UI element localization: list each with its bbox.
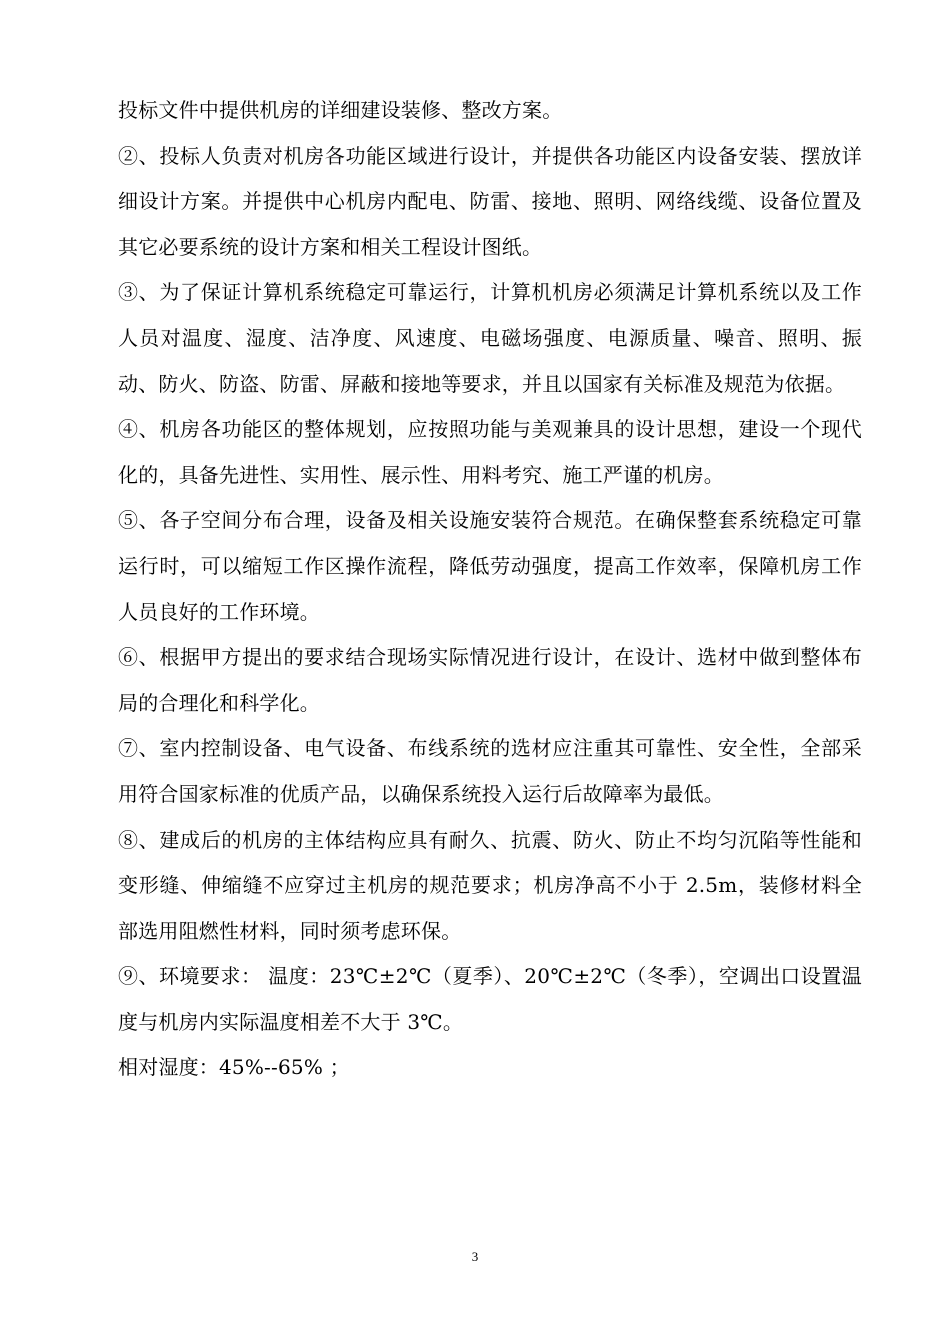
- body-text: [118, 88, 862, 1091]
- paragraph-item-4: ④、机房各功能区的整体规划，应按照功能与美观兼具的设计思想，建设一个现代化的，具备先进性、实用性、展示性、用料考究、施工严谨的机房。: [118, 417, 862, 487]
- paragraph-item-9: ⑨、环境要求： 温度：23℃±2℃（夏季）、20℃±2℃（冬季），空调出口设置温度与机房内实际温度相差不大于 3℃。: [118, 964, 862, 1034]
- page-number: 3: [471, 1249, 479, 1264]
- paragraph-relative-humidity: 相对湿度：45%--65% ；: [118, 1055, 350, 1080]
- paragraph-room-renovation-plan: 投标文件中提供机房的详细建设装修、整改方案。: [118, 98, 563, 122]
- paragraph-item-2: ②、投标人负责对机房各功能区域进行设计，并提供各功能区内设备安装、摆放详细设计方案。并提供中心机房内配电、防雷、接地、照明、网络线缆、设备位置及其它必要系统的设计方案和相关工程设计图纸。: [118, 143, 862, 259]
- paragraph-item-8: ⑧、建成后的机房的主体结构应具有耐久、抗震、防火、防止不均匀沉陷等性能和变形缝、伸缩缝不应穿过主机房的规范要求；机房净高不小于 2.5m，装修材料全部选用阻燃性材料，同时须考虑环保。: [118, 827, 862, 943]
- paragraph-item-3: ③、为了保证计算机系统稳定可靠运行，计算机机房必须满足计算机系统以及工作人员对温度、湿度、洁净度、风速度、电磁场强度、电源质量、噪音、照明、振动、防火、防盗、防雷、屏蔽和接地等要求，并且以国家有关标准及规范为依据。: [118, 280, 862, 396]
- paragraph-item-6: ⑥、根据甲方提出的要求结合现场实际情况进行设计，在设计、选材中做到整体布局的合理化和科学化。: [118, 645, 862, 715]
- paragraph-item-7: ⑦、室内控制设备、电气设备、布线系统的选材应注重其可靠性、安全性，全部采用符合国家标准的优质产品，以确保系统投入运行后故障率为最低。: [118, 736, 862, 806]
- paragraph-item-5: ⑤、各子空间分布合理，设备及相关设施安装符合规范。在确保整套系统稳定可靠运行时，可以缩短工作区操作流程，降低劳动强度，提高工作效率，保障机房工作人员良好的工作环境。: [118, 508, 862, 624]
